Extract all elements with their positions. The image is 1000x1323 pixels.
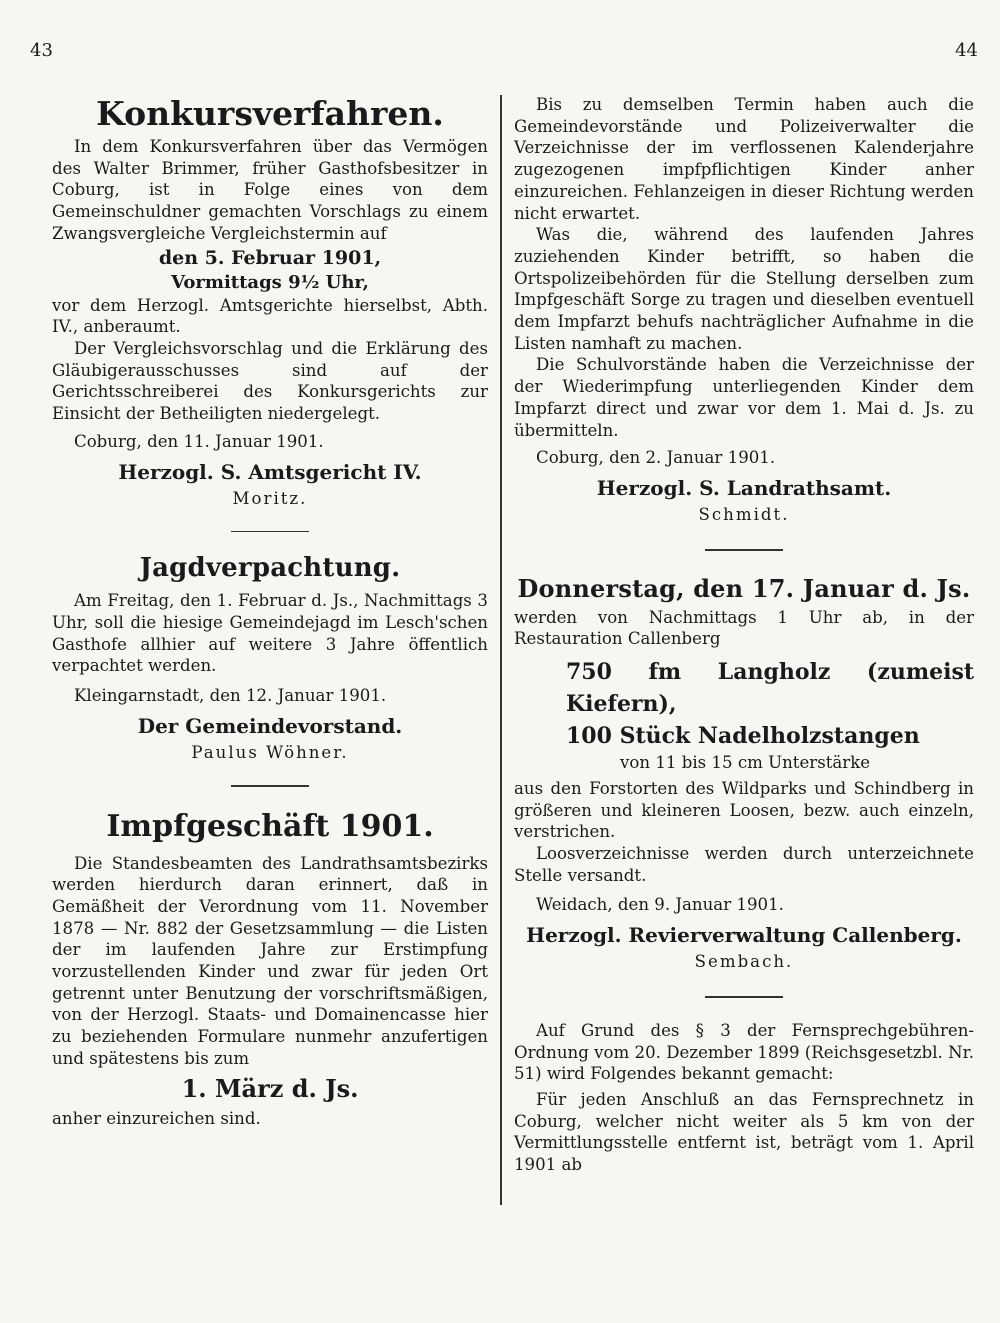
separator [705, 996, 783, 998]
impf-title: Impfgeschäft 1901. [106, 808, 434, 844]
holz-item-1: 750 fm Langholz (zumeist Kiefern), [566, 659, 974, 718]
page-number-right: 44 [955, 40, 978, 61]
impf-notice [52, 805, 488, 1130]
konkurs-notice [52, 92, 488, 511]
konkurs-title: Konkursverfahren. [96, 94, 444, 133]
fernsprech-notice [514, 1020, 974, 1176]
impf-tail: anher einzureichen sind. [52, 1108, 261, 1128]
right-column [514, 94, 974, 1176]
impf-cont-body-1: Bis zu demselben Termin haben auch die Gemeindevorstände und Polizeiverwalter die Verzeichnisse der im verflossenen Kalenderjahre zugezogenen impfpflichtigen Kinder anher einzureichen. Fehlanzeigen in dieser Richtung werden nicht erwartet. [514, 95, 974, 223]
konkurs-signer: Moritz. [232, 488, 308, 508]
holz-body: aus den Forstorten des Wildparks und Schindberg in größeren und kleineren Loosen, bezw. auch einzeln, verstrichen. [514, 778, 974, 842]
jagd-notice [52, 550, 488, 765]
impf-continuation [514, 94, 974, 527]
fernsprech-body-2: Für jeden Anschluß an das Fernsprechnetz in Coburg, welcher nicht weiter als 5 km von der Vermittlungsstelle entfernt ist, beträgt vom 1. April 1901 ab [514, 1089, 974, 1175]
holz-place-date: Weidach, den 9. Januar 1901. [536, 895, 784, 915]
konkurs-place-date: Coburg, den 11. Januar 1901. [74, 431, 324, 451]
holz-title: Donnerstag, den 17. Januar d. Js. [517, 573, 971, 603]
holz-intro: werden von Nachmittags 1 Uhr ab, in der Restauration Callenberg [514, 607, 974, 649]
impf-cont-place-date: Coburg, den 2. Januar 1901. [536, 448, 776, 468]
konkurs-body-2: vor dem Herzogl. Amtsgerichte hierselbst, Abth. IV., anberaumt. [52, 295, 488, 337]
konkurs-body-1: In dem Konkursverfahren über das Vermögen des Walter Brimmer, früher Gasthofsbesitzer in Coburg, ist in Folge eines von dem Gemeinschuldner gemachten Vorschlags zu einem Zwangsvergleiche Vergleichstermin auf [52, 137, 488, 243]
holz-item-2: 100 Stück Nadelholzstangen [566, 723, 920, 750]
holz-signer: Sembach. [694, 952, 794, 972]
impf-cont-body-3: Die Schulvorstände haben die Verzeichnisse der der Wiederimpfung unterliegenden Kinder dem Impfarzt direct und zwar vor dem 1. Mai d. Js. zu übermitteln. [514, 355, 974, 440]
impf-cont-body-2: Was die, während des laufenden Jahres zuziehenden Kinder betrifft, so haben die Ortspolizeibehörden für die Stellung derselben zum Impfgeschäft Sorge zu tragen und dieselben eventuell dem Impfarzt behufs nachträglicher Aufnahme in die Listen namhaft zu machen. [514, 225, 974, 353]
fernsprech-body-1: Auf Grund des § 3 der Fernsprechgebühren-Ordnung vom 20. Dezember 1899 (Reichsgesetzbl. Nr. 51) wird Folgendes bekannt gemacht: [514, 1020, 974, 1084]
jagd-signer: Paulus Wöhner. [191, 743, 349, 763]
holz-body-2: Loosverzeichnisse werden durch unterzeichnete Stelle versandt. [514, 843, 974, 885]
konkurs-authority: Herzogl. S. Amtsgericht IV. [118, 459, 422, 484]
column-divider [500, 95, 502, 1205]
holz-item-2-sub: von 11 bis 15 cm Unterstärke [620, 753, 871, 773]
jagd-body: Am Freitag, den 1. Februar d. Js., Nachmittags 3 Uhr, soll die hiesige Gemeindejagd im Lesch'schen Gasthofe allhier auf weitere 3 Jahre öffentlich verpachtet werden. [52, 591, 488, 676]
separator [231, 785, 309, 787]
jagd-title: Jagdverpachtung. [139, 553, 401, 584]
left-column [52, 92, 488, 1129]
konkurs-time: Vormittags 9½ Uhr, [171, 271, 369, 293]
jagd-place-date: Kleingarnstadt, den 12. Januar 1901. [74, 686, 387, 706]
konkurs-body-3: Der Vergleichsvorschlag und die Erklärung des Gläubigerausschusses sind auf der Gerichtsschreiberei des Konkursgerichts zur Einsicht der Betheiligten niedergelegt. [52, 338, 488, 424]
page-number-left: 43 [30, 40, 53, 61]
impf-deadline: 1. März d. Js. [181, 1073, 359, 1103]
impf-cont-signer: Schmidt. [698, 505, 790, 525]
separator [231, 531, 309, 533]
holz-authority: Herzogl. Revierverwaltung Callenberg. [526, 923, 962, 948]
separator [705, 549, 783, 551]
impf-body: Die Standesbeamten des Landrathsamtsbezirks werden hierdurch daran erinnert, daß in Gemäßheit der Verordnung vom 11. November 1878 — Nr. 882 der Gesetzsammlung — die Listen der im laufenden Jahre zur Erstimpfung vorzustellenden Kinder und zwar für jeden Ort getrennt unter Benutzung der vorschriftsmäßigen, von der Herzogl. Staats- und Domainencasse hier zu beziehenden Formulare nunmehr anzufertigen und spätestens bis zum [52, 853, 488, 1068]
jagd-authority: Der Gemeindevorstand. [137, 714, 403, 739]
holz-notice [514, 571, 974, 975]
konkurs-date: den 5. Februar 1901, [158, 246, 382, 269]
impf-cont-authority: Herzogl. S. Landrathsamt. [596, 476, 892, 501]
